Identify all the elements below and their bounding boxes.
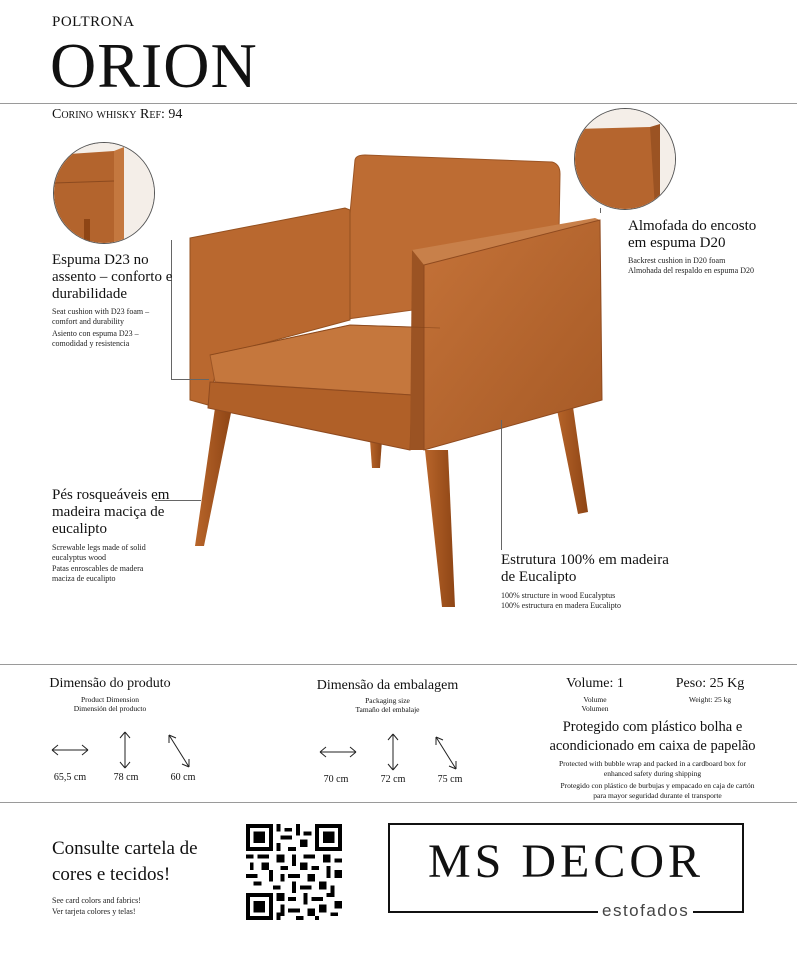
consult-colors-es: Ver tarjeta colores y telas!: [52, 907, 136, 916]
consult-colors-title: Consulte cartela de cores e tecidos!: [52, 838, 198, 885]
protection-en: Protected with bubble wrap and packed in a cardboard box for enhanced safety during shipping: [558, 759, 747, 778]
volume-title: Volume: 1: [566, 676, 624, 691]
package-dimension-es: Tamaño del embalaje: [355, 705, 420, 714]
protection-es: Protegido con plástico de burbujas y empacado en caja de cartón para mayor seguridad durante el transporte: [560, 781, 755, 800]
category-label: POLTRONA: [52, 14, 135, 30]
qr-code[interactable]: [246, 824, 342, 920]
structure-feature-title: Estrutura 100% em madeira de Eucalipto: [501, 552, 669, 585]
seat-feature-en: Seat cushion with D23 foam – comfort and durability: [52, 307, 150, 326]
product-dimension-title: Dimensão do produto: [49, 676, 171, 691]
backrest-leader: [600, 208, 601, 213]
material-label: Corino whisky Ref: 94: [52, 107, 183, 122]
backrest-detail-circle: [574, 108, 676, 210]
legs-feature-title: Pés rosqueáveis em madeira maciça de eucalipto: [52, 487, 170, 537]
consult-colors-en: See card colors and fabrics!: [52, 896, 141, 905]
package-height-arrow-icon: [383, 732, 403, 772]
back-leg-right: [555, 400, 588, 514]
right-arm-side: [410, 250, 424, 450]
header-divider: [0, 103, 797, 104]
seat-detail-circle: [53, 142, 155, 244]
volume-en: Volume: [583, 695, 607, 704]
product-height-value: 78 cm: [113, 772, 139, 783]
brand-name: MS DECOR: [427, 835, 705, 888]
armchair-illustration: [180, 150, 620, 620]
package-depth-value: 75 cm: [437, 774, 463, 785]
backrest-feature-es: Almohada del respaldo en espuma D20: [628, 266, 754, 275]
seat-leader-h: [171, 379, 209, 380]
structure-leader: [501, 420, 502, 550]
weight-en: Weight: 25 kg: [688, 695, 732, 704]
protection-title: Protegido com plástico bolha e acondicionado em caixa de papelão: [549, 719, 756, 754]
structure-feature-en: 100% structure in wood Eucalyptus: [501, 591, 616, 600]
front-leg-left: [195, 408, 232, 546]
legs-feature-es: Patas enroscables de madera maciza de eucalipto: [52, 564, 144, 583]
product-dimension-en: Product Dimension: [80, 695, 140, 704]
weight-title: Peso: 25 Kg: [675, 676, 745, 691]
dimensions-divider-bottom: [0, 802, 797, 803]
structure-feature-es: 100% estructura en madera Eucalipto: [501, 601, 621, 610]
legs-feature-en: Screwable legs made of solid eucalyptus wood: [52, 543, 146, 562]
front-leg-right: [425, 450, 455, 607]
depth-arrow-icon: [165, 732, 193, 770]
package-height-value: 72 cm: [380, 774, 406, 785]
product-name: ORION: [50, 30, 258, 101]
seat-feature-title: Espuma D23 no assento – conforto e durabilidade: [52, 252, 173, 302]
volume-es: Volumen: [581, 704, 609, 713]
package-depth-arrow-icon: [432, 734, 460, 772]
product-depth-value: 60 cm: [170, 772, 196, 783]
product-width-value: 65,5 cm: [53, 772, 87, 783]
package-width-arrow-icon: [318, 742, 358, 762]
dimensions-divider-top: [0, 664, 797, 665]
width-arrow-icon: [50, 740, 90, 760]
backrest-feature-en: Backrest cushion in D20 foam: [628, 256, 726, 265]
backrest-feature-title: Almofada do encosto em espuma D20: [628, 218, 757, 251]
package-dimension-en: Packaging size: [365, 696, 410, 705]
product-dimension-es: Dimensión del producto: [73, 704, 147, 713]
seat-feature-es: Asiento con espuma D23 – comodidad y resistencia: [52, 329, 139, 348]
height-arrow-icon: [115, 730, 135, 770]
brand-sub: estofados: [598, 901, 693, 921]
package-width-value: 70 cm: [323, 774, 349, 785]
package-dimension-title: Dimensão da embalagem: [316, 678, 459, 693]
